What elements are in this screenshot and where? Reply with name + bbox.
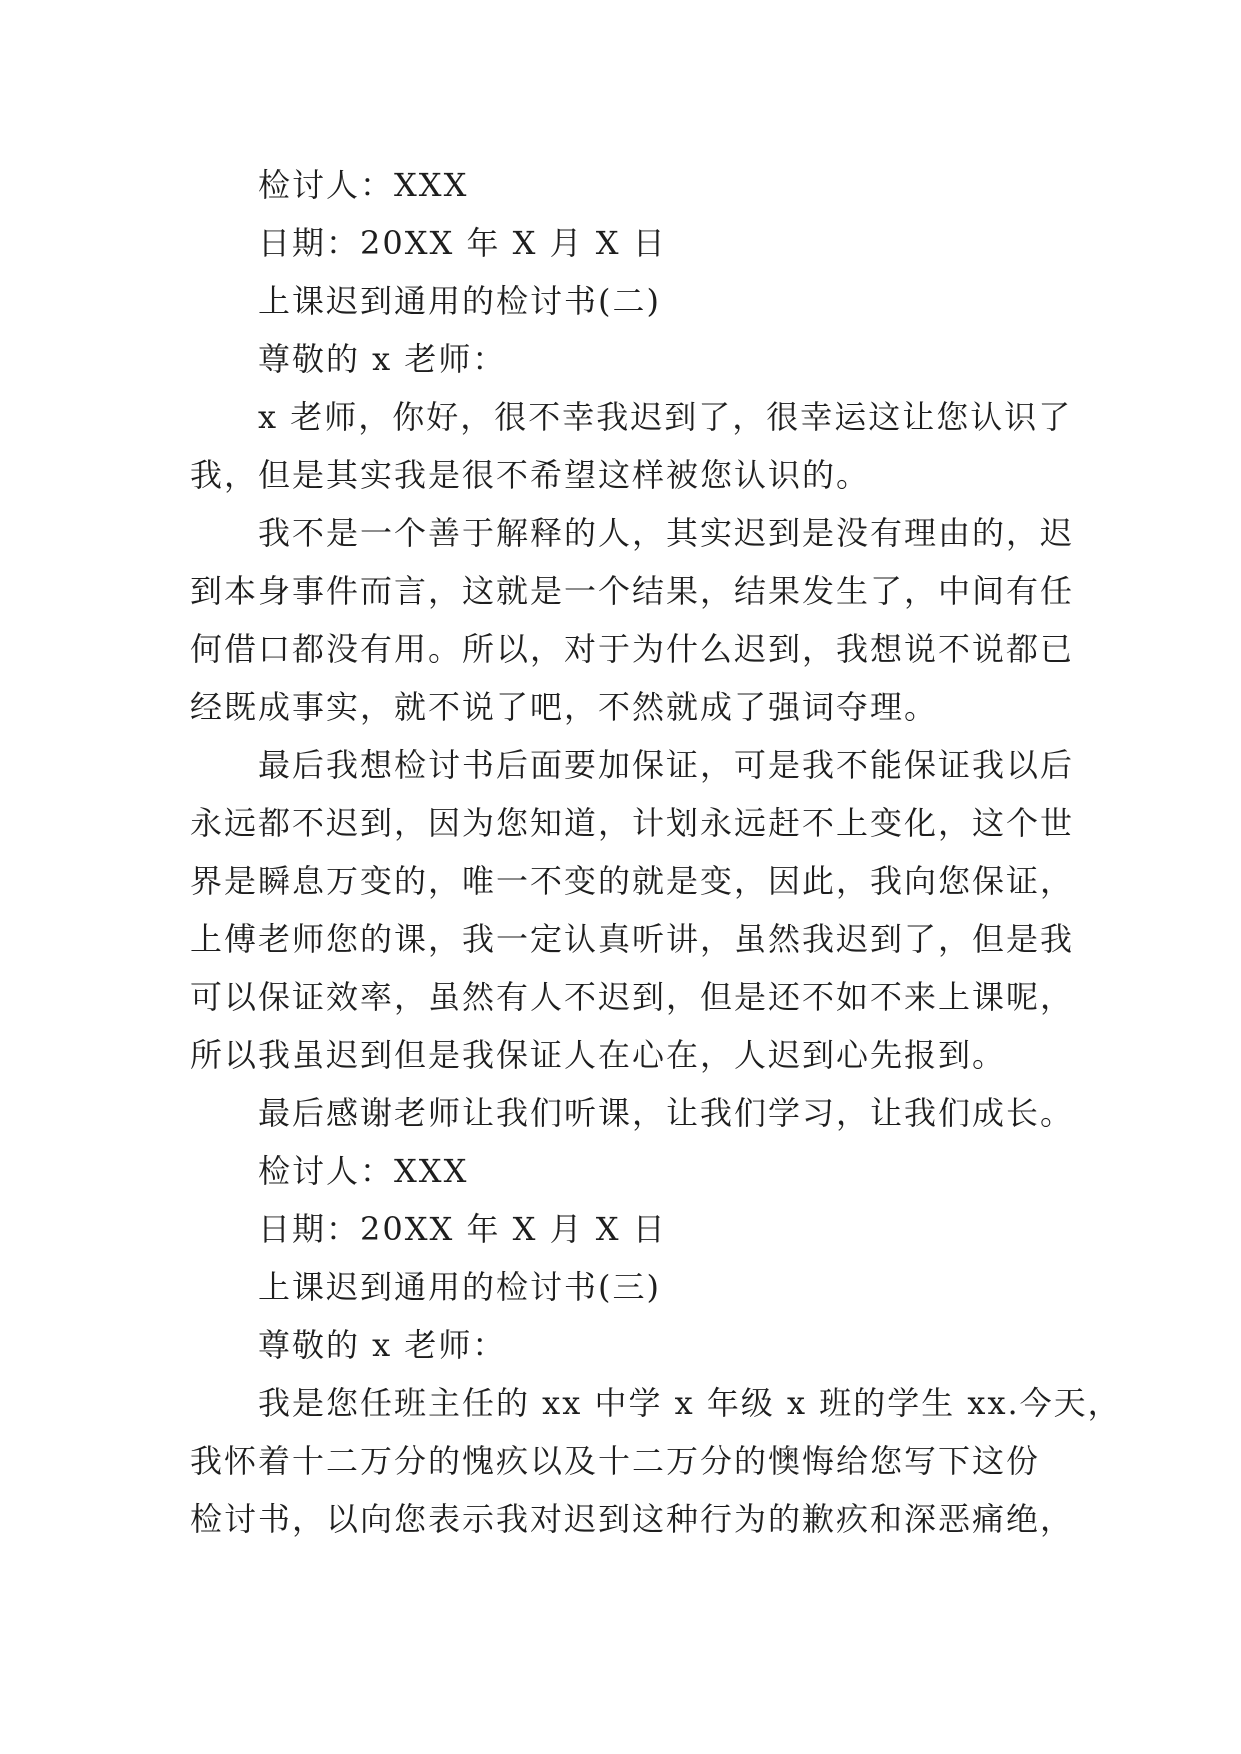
paragraph-line: 何借口都没有用。所以，对于为什么迟到，我想说不说都已 xyxy=(190,630,1075,668)
paragraph-line: 界是瞬息万变的，唯一不变的就是变，因此，我向您保证， xyxy=(190,862,1075,900)
paragraph-line: 最后感谢老师让我们听课，让我们学习，让我们成长。 xyxy=(258,1094,1075,1132)
paragraph-line: 上傅老师您的课，我一定认真听讲，虽然我迟到了，但是我 xyxy=(190,920,1075,958)
salutation: 尊敬的 x 老师： xyxy=(258,340,507,378)
paragraph-line: 我，但是其实我是很不希望这样被您认识的。 xyxy=(190,456,871,494)
paragraph-line: 所以我虽迟到但是我保证人在心在，人迟到心先报到。 xyxy=(190,1036,1007,1074)
paragraph-line: 到本身事件而言，这就是一个结果，结果发生了，中间有任 xyxy=(190,572,1075,610)
date-line: 日期：20XX 年 X 月 X 日 xyxy=(258,1210,667,1248)
paragraph-line: x 老师，你好，很不幸我迟到了，很幸运这让您认识了 xyxy=(258,398,1073,436)
paragraph-line: 我不是一个善于解释的人，其实迟到是没有理由的，迟 xyxy=(258,514,1075,552)
paragraph-line: 永远都不迟到，因为您知道，计划永远赶不上变化，这个世 xyxy=(190,804,1075,842)
date-line: 日期：20XX 年 X 月 X 日 xyxy=(258,224,667,262)
section-title: 上课迟到通用的检讨书(三) xyxy=(258,1268,661,1306)
salutation: 尊敬的 x 老师： xyxy=(258,1326,507,1364)
paragraph-line: 我怀着十二万分的愧疚以及十二万分的懊悔给您写下这份 xyxy=(190,1442,1041,1480)
signature-line: 检讨人：XXX xyxy=(258,166,469,204)
signature-line: 检讨人：XXX xyxy=(258,1152,469,1190)
paragraph-line: 可以保证效率，虽然有人不迟到，但是还不如不来上课呢， xyxy=(190,978,1075,1016)
paragraph-line: 检讨书，以向您表示我对迟到这种行为的歉疚和深恶痛绝， xyxy=(190,1500,1075,1538)
section-title: 上课迟到通用的检讨书(二) xyxy=(258,282,661,320)
paragraph-line: 我是您任班主任的 xx 中学 x 年级 x 班的学生 xx.今天， xyxy=(258,1384,1122,1422)
paragraph-line: 最后我想检讨书后面要加保证，可是我不能保证我以后 xyxy=(258,746,1075,784)
paragraph-line: 经既成事实，就不说了吧，不然就成了强词夺理。 xyxy=(190,688,939,726)
